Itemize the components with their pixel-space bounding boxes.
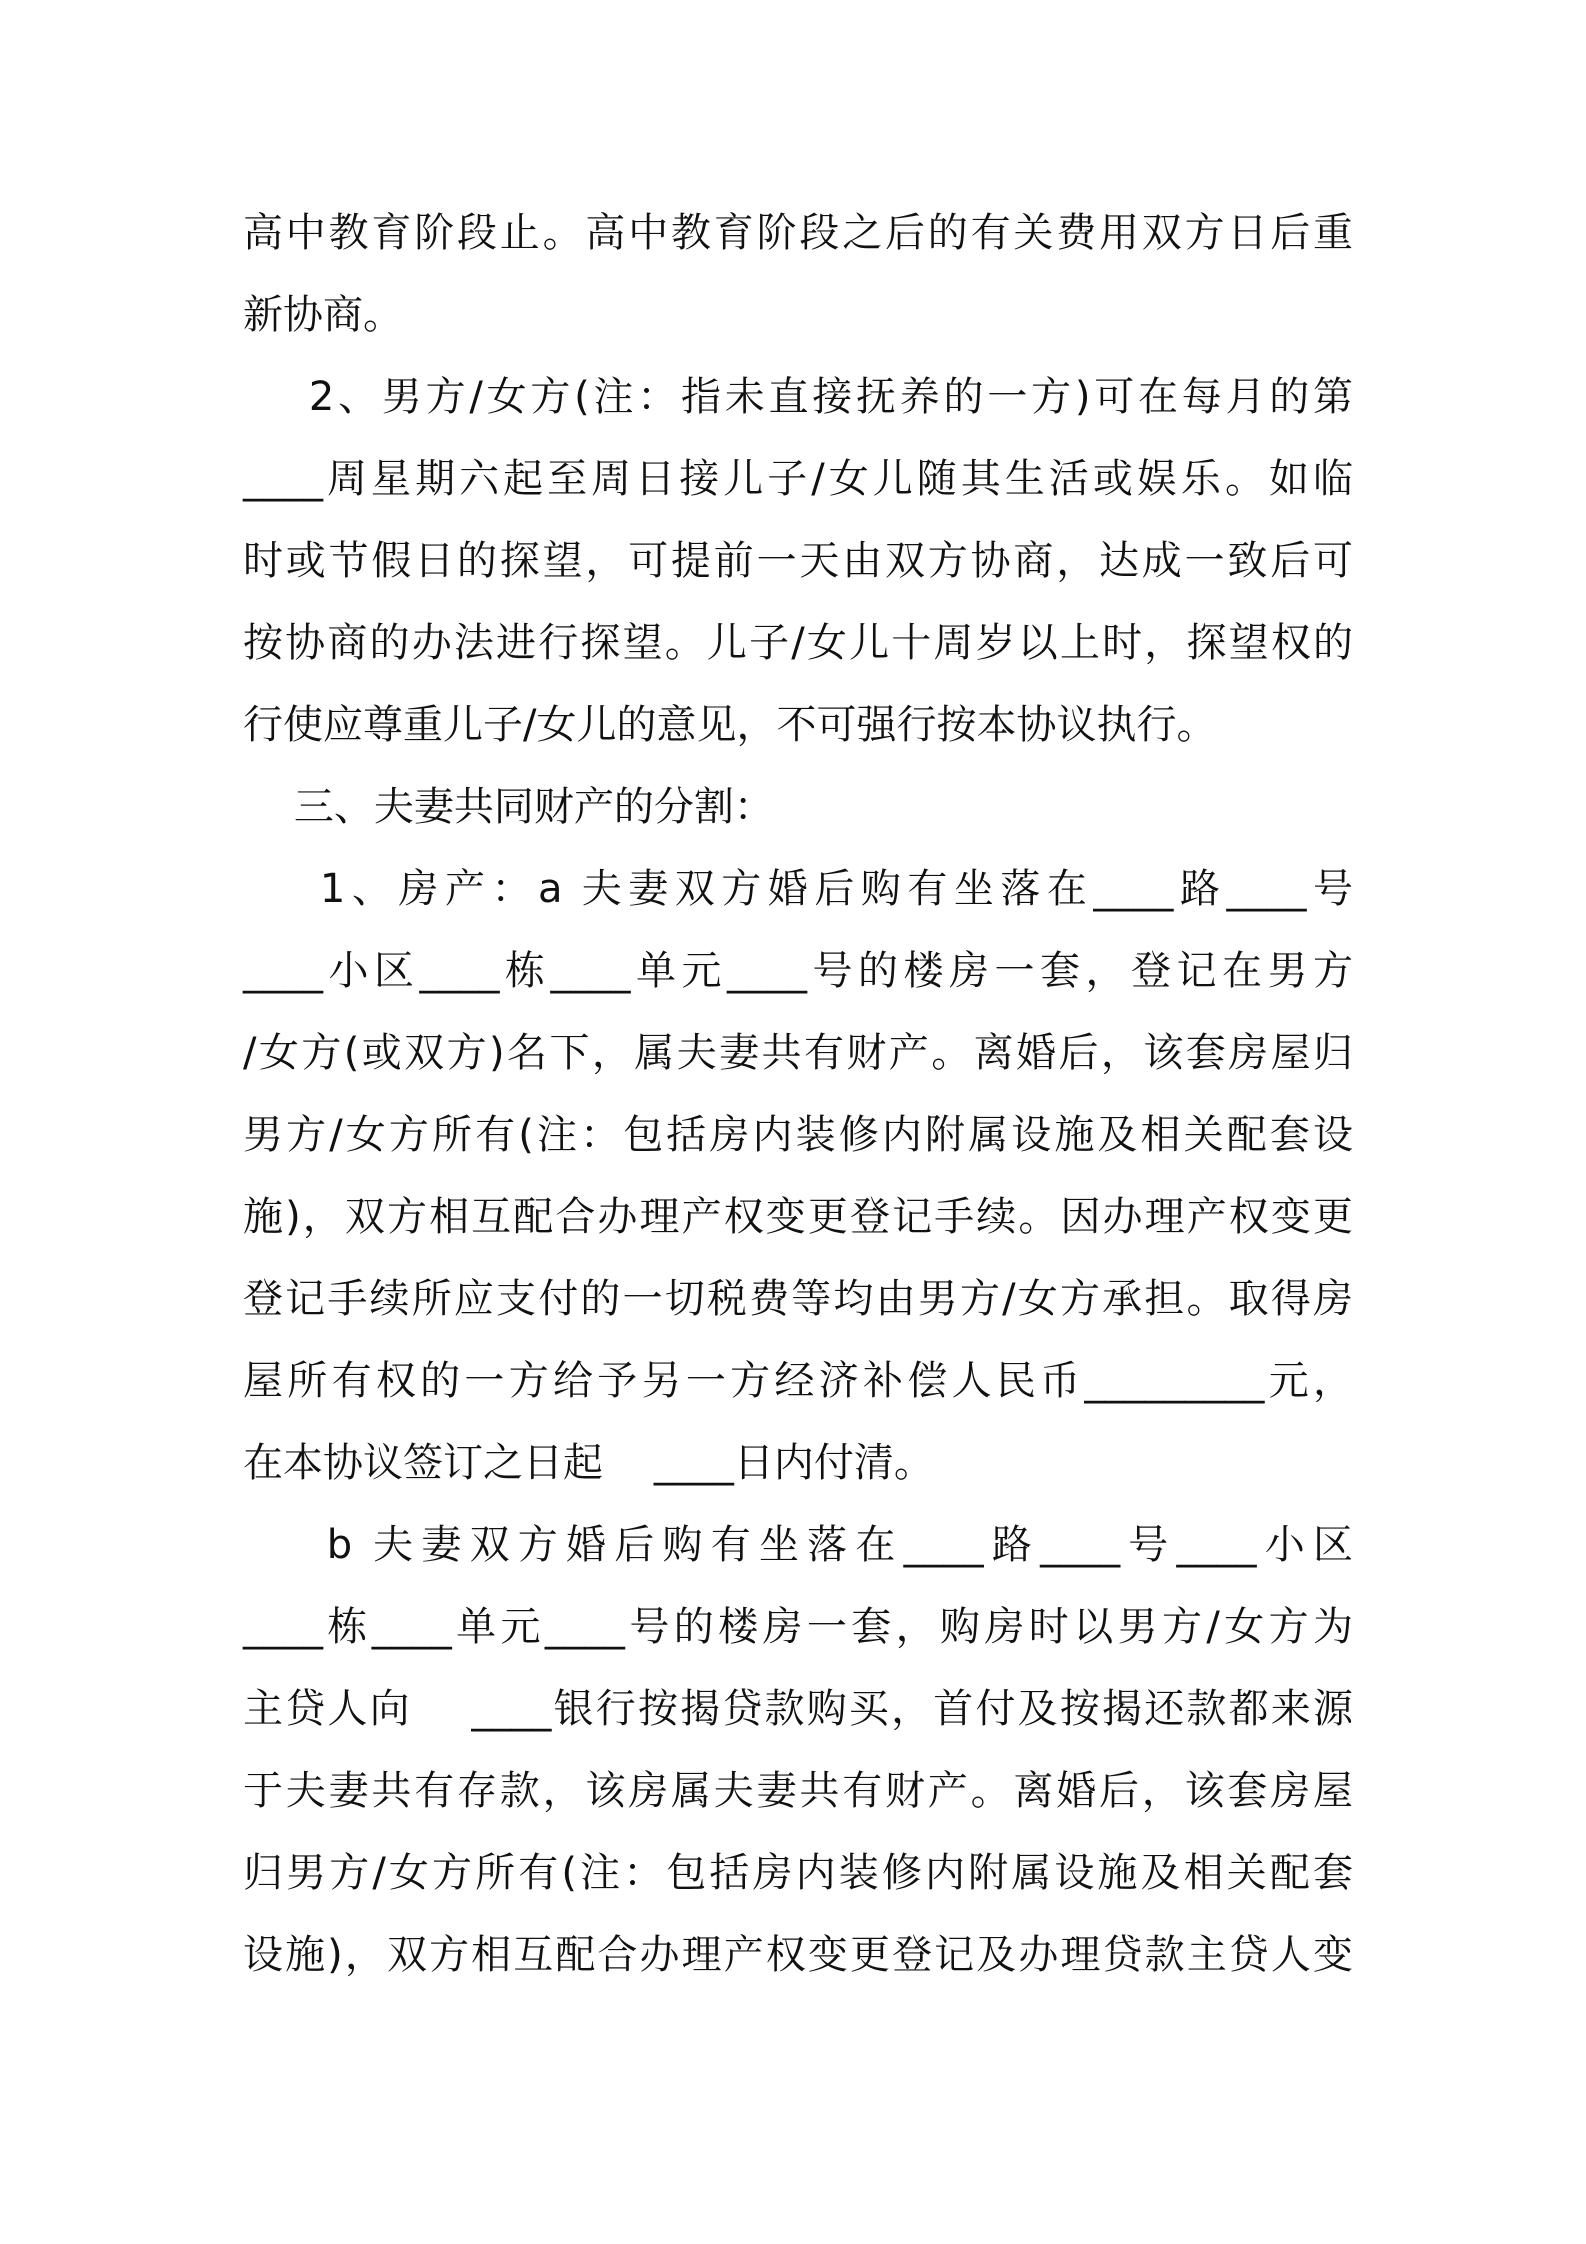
text-line: 施)，双方相互配合办理产权变更登记手续。因办理产权变更 <box>243 1194 1353 1240</box>
text-line: 按协商的办法进行探望。儿子/女儿十周岁以上时，探望权的 <box>243 620 1353 666</box>
document-body <box>243 192 1353 1996</box>
text-line: 设施)，双方相互配合办理产权变更登记及办理贷款主贷人变 <box>243 1932 1353 1978</box>
text-line: 于夫妻共有存款，该房属夫妻共有财产。离婚后，该套房屋 <box>243 1768 1353 1814</box>
section-heading: 三、夫妻共同财产的分割： <box>243 784 774 830</box>
text-line: b 夫妻双方婚后购有坐落在____路____号____小区 <box>243 1522 1353 1568</box>
text-line: 在本协议签订之日起 ____日内付清。 <box>243 1440 934 1486</box>
text-line: ____栋____单元____号的楼房一套，购房时以男方/女方为 <box>243 1604 1353 1650</box>
text-line: 登记手续所应支付的一切税费等均由男方/女方承担。取得房 <box>243 1276 1353 1322</box>
text-line: /女方(或双方)名下，属夫妻共有财产。离婚后，该套房屋归 <box>243 1030 1353 1076</box>
text-line: 新协商。 <box>243 292 403 338</box>
text-line: ____小区____栋____单元____号的楼房一套，登记在男方 <box>243 948 1353 994</box>
text-line: 归男方/女方所有(注：包括房内装修内附属设施及相关配套 <box>243 1850 1353 1896</box>
text-line: 1、房产：a 夫妻双方婚后购有坐落在____路____号 <box>243 866 1353 912</box>
text-line: 屋所有权的一方给予另一方经济补偿人民币_________元， <box>243 1358 1353 1404</box>
text-line: 时或节假日的探望，可提前一天由双方协商，达成一致后可 <box>243 538 1353 584</box>
text-line: 男方/女方所有(注：包括房内装修内附属设施及相关配套设 <box>243 1112 1353 1158</box>
text-line: 2、男方/女方(注：指未直接抚养的一方)可在每月的第 <box>243 374 1353 420</box>
text-line: 高中教育阶段止。高中教育阶段之后的有关费用双方日后重 <box>243 210 1353 256</box>
text-line: ____周星期六起至周日接儿子/女儿随其生活或娱乐。如临 <box>243 456 1353 502</box>
text-line: 行使应尊重儿子/女儿的意见，不可强行按本协议执行。 <box>243 702 1217 748</box>
text-line: 主贷人向 ____银行按揭贷款购买，首付及按揭还款都来源 <box>243 1686 1353 1732</box>
